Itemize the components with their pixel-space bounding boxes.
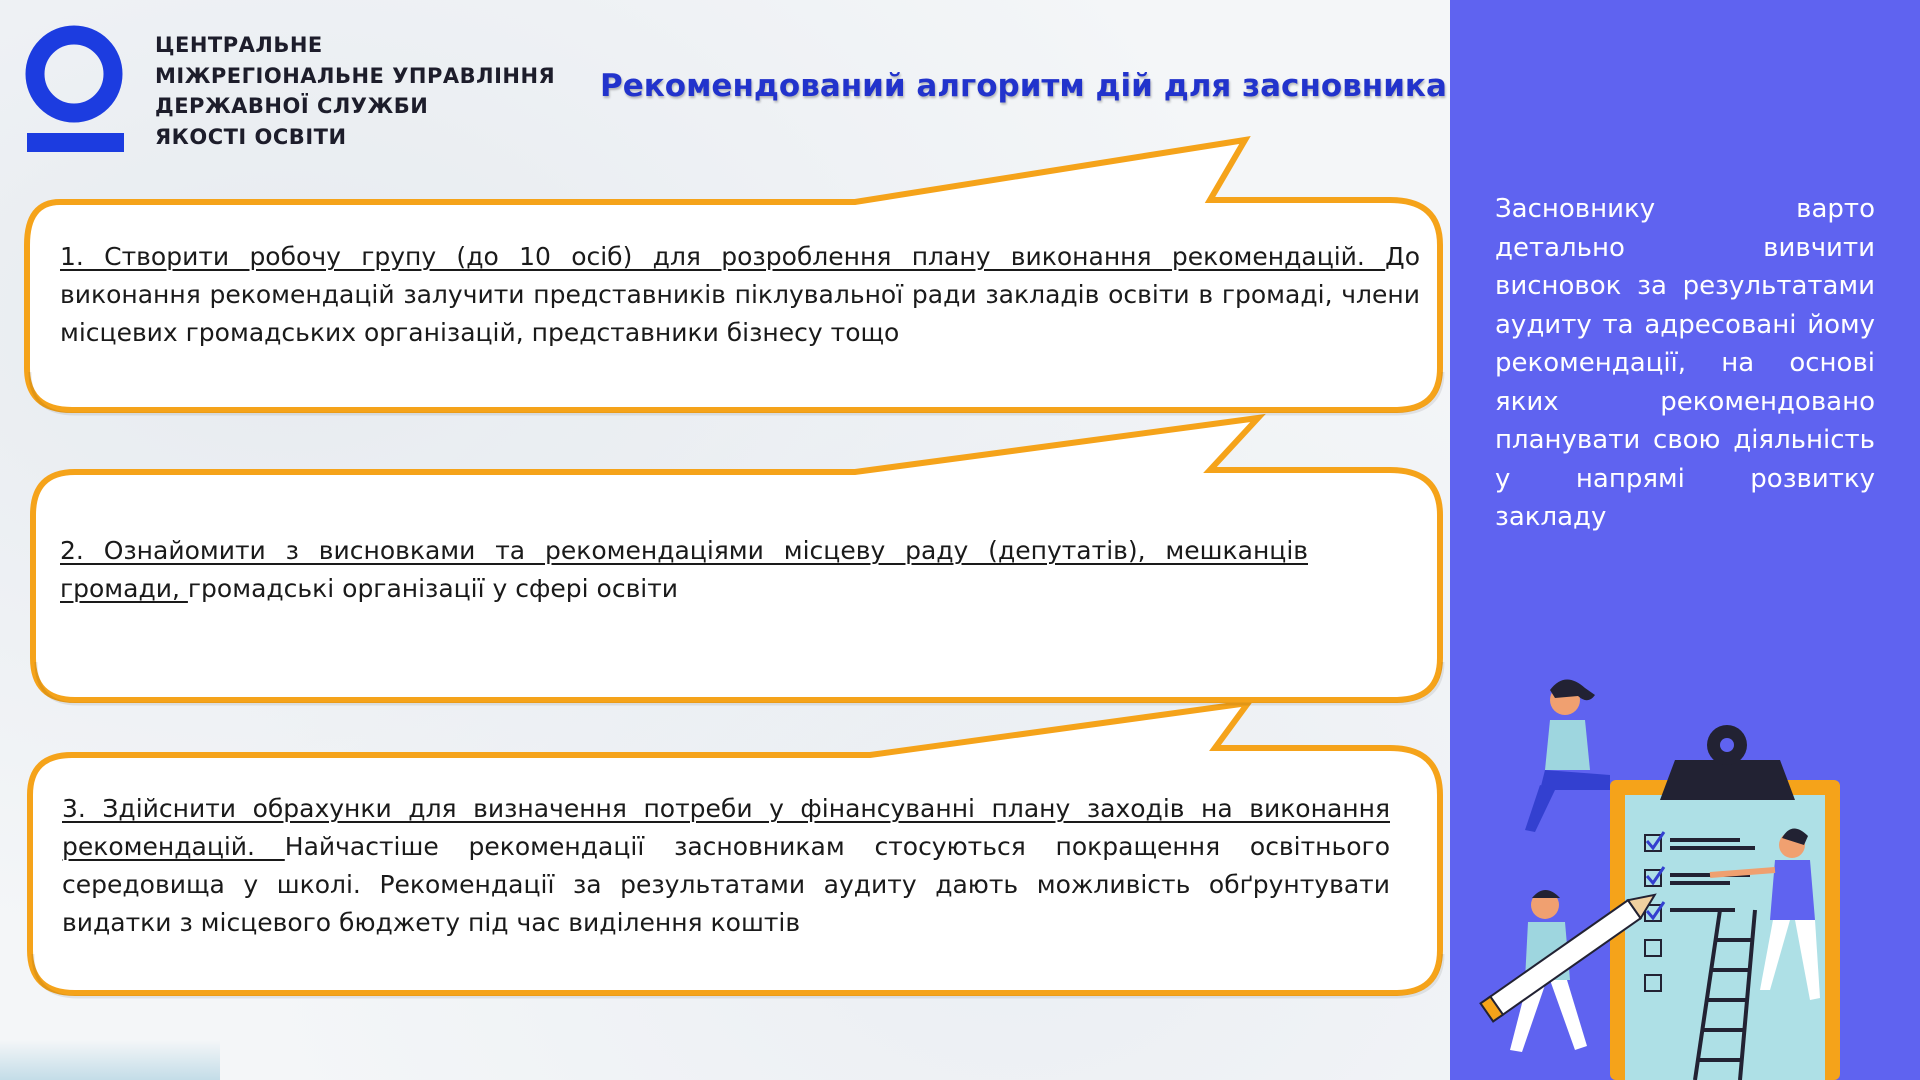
step-1-body: До виконання рекомендацій залучити представників піклувальної ради закладів освіти в громаді, члени місцевих громадських організацій, представники бізнесу тощо [60,242,1420,347]
org-name-line: ЯКОСТІ ОСВІТИ [155,124,347,149]
step-3-body: Найчастіше рекомендації засновникам стосуються покращення освітнього середовища у школі. Рекомендації за результатами аудиту дають можливість обґрунтувати видатки з місцевого бюджету під час виділення коштів [62,832,1390,937]
side-panel-text: Засновнику варто детально вивчити висновок за результатами аудиту та адресовані йому рекомендації, на основі яких рекомендовано планувати свою діяльність у напрямі розвитку закладу [1495,194,1875,532]
org-name-line: ДЕРЖАВНОЇ СЛУЖБИ [155,94,429,118]
step-3-text [62,790,1390,942]
page-title: Рекомендований алгоритм дій для засновника [600,68,1447,104]
step-2-body: громадські організації у сфері освіти [187,574,679,603]
org-name-line: МІЖРЕГІОНАЛЬНЕ УПРАВЛІННЯ [155,63,556,88]
checklist-illustration [1470,660,1850,1080]
step-2-text [60,532,1308,608]
org-name-line: ЦЕНТРАЛЬНЕ [155,33,323,57]
step-3-lead: 3. Здійснити обрахунки для визначення потреби у фінансуванні плану заходів на виконання рекомендацій. [62,794,1390,861]
step-1-text [60,238,1420,352]
step-1-lead: 1. Створити робочу групу (до 10 осіб) для розроблення плану виконання рекомендацій. [60,242,1386,271]
step-2-lead: 2. Ознайомити з висновками та рекомендаціями місцеву раду (депутатів), мешканців громади, [60,536,1308,603]
